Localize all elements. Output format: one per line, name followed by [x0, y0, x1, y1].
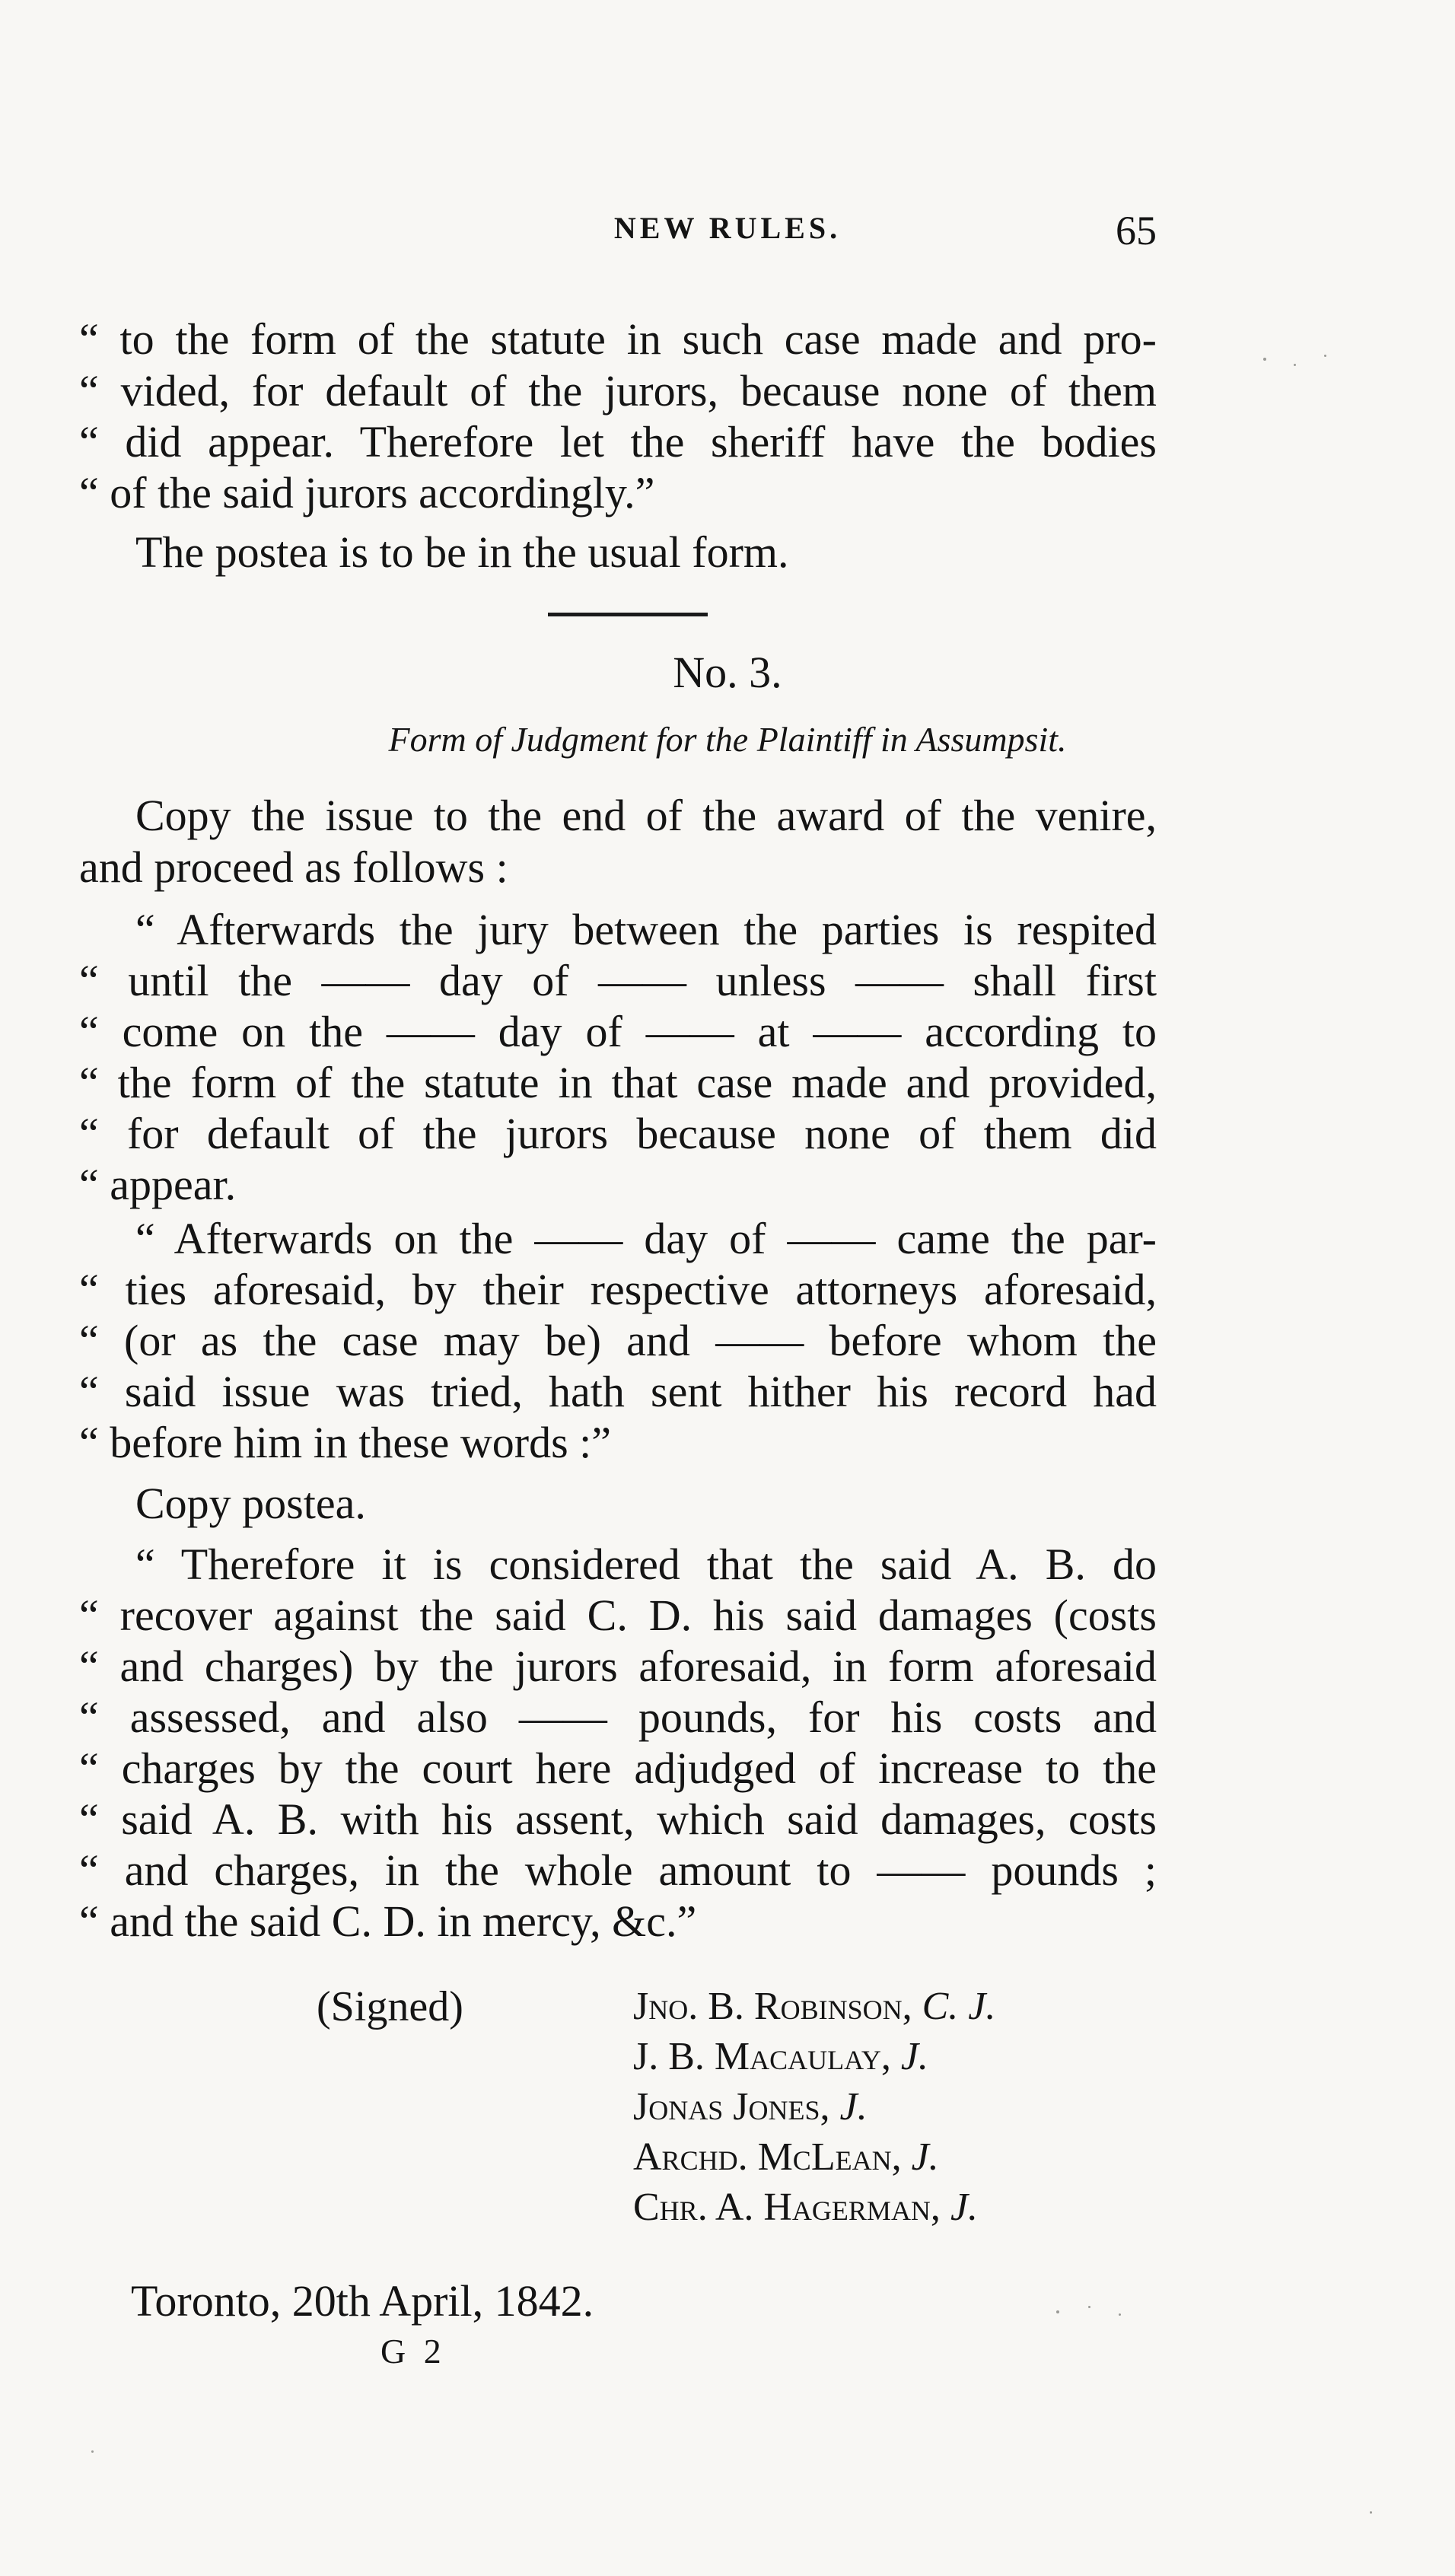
- text-line: “ ties aforesaid, by their respective attorneys aforesaid,: [79, 1265, 1157, 1314]
- running-head: NEW RULES.: [613, 211, 842, 245]
- paper-speck: [1294, 364, 1296, 366]
- text-line: and proceed as follows :: [79, 842, 508, 892]
- signer-name: J. B. Macaulay,: [633, 2035, 891, 2078]
- text-line: “ the form of the statute in that case made and provided,: [79, 1058, 1157, 1107]
- copy-postea: Copy postea.: [135, 1479, 366, 1528]
- signer-row: [633, 2082, 868, 2132]
- text-line: “ to the form of the statute in such case made and pro-: [79, 314, 1157, 364]
- signer-row: [633, 1982, 995, 2032]
- page-number: 65: [1116, 208, 1157, 253]
- paper-speck: [1324, 355, 1326, 357]
- text-line: “ said issue was tried, hath sent hither his record had: [79, 1367, 1157, 1416]
- signer-title: J.: [900, 2035, 928, 2078]
- text-line: “ before him in these words :”: [79, 1418, 612, 1467]
- text-line: “ (or as the case may be) and —— before whom the: [79, 1316, 1157, 1365]
- signer-row: [633, 2183, 978, 2233]
- signer-title: J.: [839, 2085, 868, 2129]
- text-line: “ for default of the jurors because none of them did: [79, 1109, 1157, 1158]
- paper-speck: [1263, 358, 1266, 361]
- text-line: “ and the said C. D. in mercy, &c.”: [79, 1896, 697, 1946]
- section-divider: [548, 613, 708, 616]
- signer-row: [633, 2132, 939, 2183]
- text-line: “ vided, for default of the jurors, because none of them: [79, 366, 1157, 416]
- text-line: “ of the said jurors accordingly.”: [79, 468, 655, 517]
- text-line: “ Afterwards the jury between the parties is respited: [135, 905, 1157, 954]
- text-line: “ charges by the court here adjudged of increase to the: [79, 1743, 1157, 1793]
- signer-name: Jno. B. Robinson,: [633, 1985, 912, 2028]
- text-line: “ Therefore it is considered that the said A. B. do: [135, 1540, 1157, 1589]
- text-line: “ Afterwards on the —— day of —— came the par-: [135, 1214, 1157, 1263]
- signed-label: (Signed): [317, 1983, 463, 2030]
- text-line: “ and charges) by the jurors aforesaid, in form aforesaid: [79, 1641, 1157, 1691]
- dateline: Toronto, 20th April, 1842.: [131, 2276, 594, 2326]
- text-line: “ assessed, and also —— pounds, for his costs and: [79, 1692, 1157, 1742]
- signer-title: C. J.: [922, 1985, 996, 2028]
- paper-speck: [91, 2450, 94, 2453]
- printer-signature-mark: G 2: [380, 2332, 446, 2371]
- text-line: “ and charges, in the whole amount to —— pounds ;: [79, 1845, 1157, 1895]
- signer-name: Archd. McLean,: [633, 2135, 902, 2179]
- paper-speck: [1056, 2310, 1059, 2313]
- text-line: “ appear.: [79, 1160, 237, 1209]
- postea-note: The postea is to be in the usual form.: [135, 527, 789, 577]
- text-line: “ until the —— day of —— unless —— shall first: [79, 956, 1157, 1005]
- paper-speck: [1088, 2306, 1090, 2308]
- signer-name: Chr. A. Hagerman,: [633, 2186, 941, 2229]
- signer-name: Jonas Jones,: [633, 2085, 830, 2129]
- signer-title: J.: [950, 2186, 979, 2229]
- text-line: “ said A. B. with his assent, which said damages, costs: [79, 1794, 1157, 1844]
- paper-speck: [1370, 2511, 1372, 2514]
- text-line: “ recover against the said C. D. his said damages (costs: [79, 1590, 1157, 1640]
- form-title: Form of Judgment for the Plaintiff in Assumpsit.: [388, 720, 1067, 759]
- text-line: “ come on the —— day of —— at —— according to: [79, 1007, 1157, 1056]
- text-line: “ did appear. Therefore let the sheriff have the bodies: [79, 417, 1157, 466]
- text-line: Copy the issue to the end of the award of the venire,: [135, 791, 1157, 840]
- paper-speck: [1119, 2313, 1121, 2316]
- signer-row: [633, 2032, 928, 2082]
- section-number: No. 3.: [673, 648, 782, 697]
- signer-title: J.: [911, 2135, 939, 2179]
